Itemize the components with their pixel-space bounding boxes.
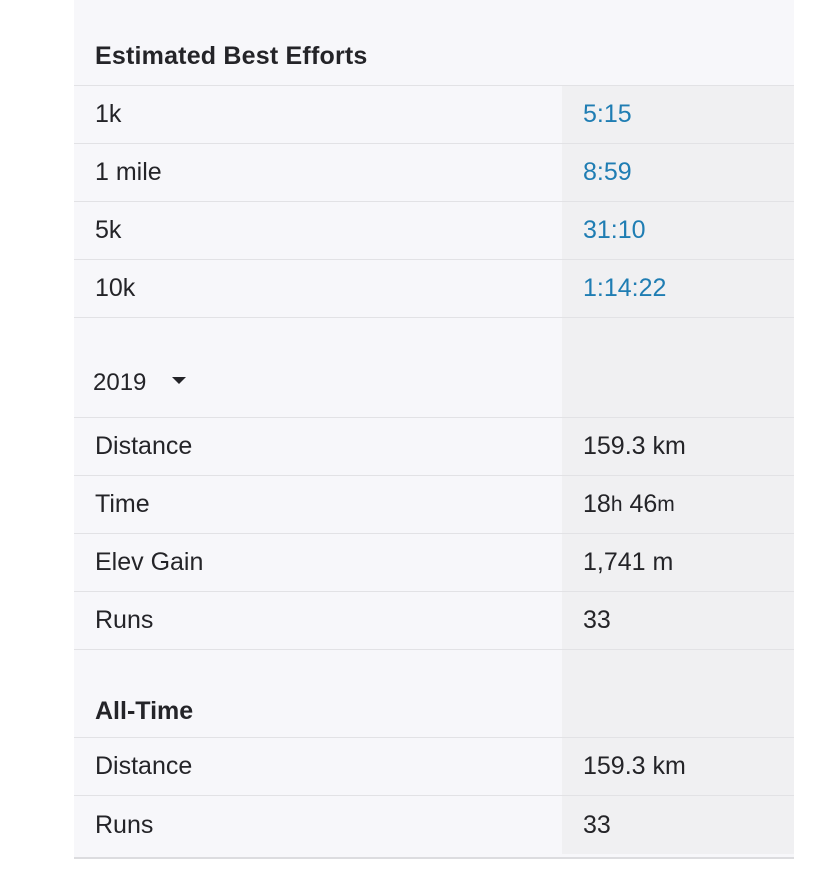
stat-label: Runs [95,606,154,634]
caret-down-icon [172,377,186,384]
best-efforts-header [74,0,794,86]
year-elev-gain-row [74,534,794,592]
all-time-header-row [74,650,794,738]
stat-value [562,476,794,533]
best-effort-time-link[interactable]: 8:59 [562,144,794,201]
stat-label: Elev Gain [95,548,204,576]
stat-label: Distance [95,752,193,780]
best-effort-label: 1 mile [95,158,162,186]
value-column-spacer [562,318,794,417]
best-effort-time-link[interactable]: 1:14:22 [562,260,794,317]
time-minutes-unit: m [657,492,675,516]
best-effort-row-1k [74,86,794,144]
year-selector-row [74,318,794,418]
stat-label: Time [95,490,150,518]
all-time-header-cell [74,650,562,737]
stat-value: 159.3 km [562,418,794,475]
year-dropdown-value: 2019 [93,369,147,396]
best-effort-label: 10k [95,274,136,302]
best-effort-time-link[interactable]: 31:10 [562,202,794,259]
best-effort-label: 5k [95,216,122,244]
best-effort-row-10k [74,260,794,318]
stat-label: Runs [95,810,154,839]
time-hours: 18 [583,490,611,518]
best-efforts-title: Estimated Best Efforts [95,42,368,70]
best-effort-time-link[interactable]: 5:15 [562,86,794,143]
all-time-runs-row [74,796,794,854]
time-minutes: 46 [629,490,658,518]
best-effort-row-1-mile [74,144,794,202]
time-hours-unit: h [610,492,623,516]
best-effort-label: 1k [95,100,122,128]
year-selector-cell [74,318,562,417]
stats-panel [74,0,794,859]
stat-label: Distance [95,432,193,460]
best-effort-row-5k [74,202,794,260]
stat-value: 1,741 m [562,534,794,591]
year-dropdown[interactable] [93,369,186,397]
year-runs-row [74,592,794,650]
all-time-title: All-Time [95,697,194,725]
year-time-row [74,476,794,534]
stat-value: 33 [562,592,794,649]
year-distance-row [74,418,794,476]
stat-value: 33 [562,796,794,854]
stat-value: 159.3 km [562,738,794,795]
value-column-spacer [562,650,794,737]
all-time-distance-row [74,738,794,796]
